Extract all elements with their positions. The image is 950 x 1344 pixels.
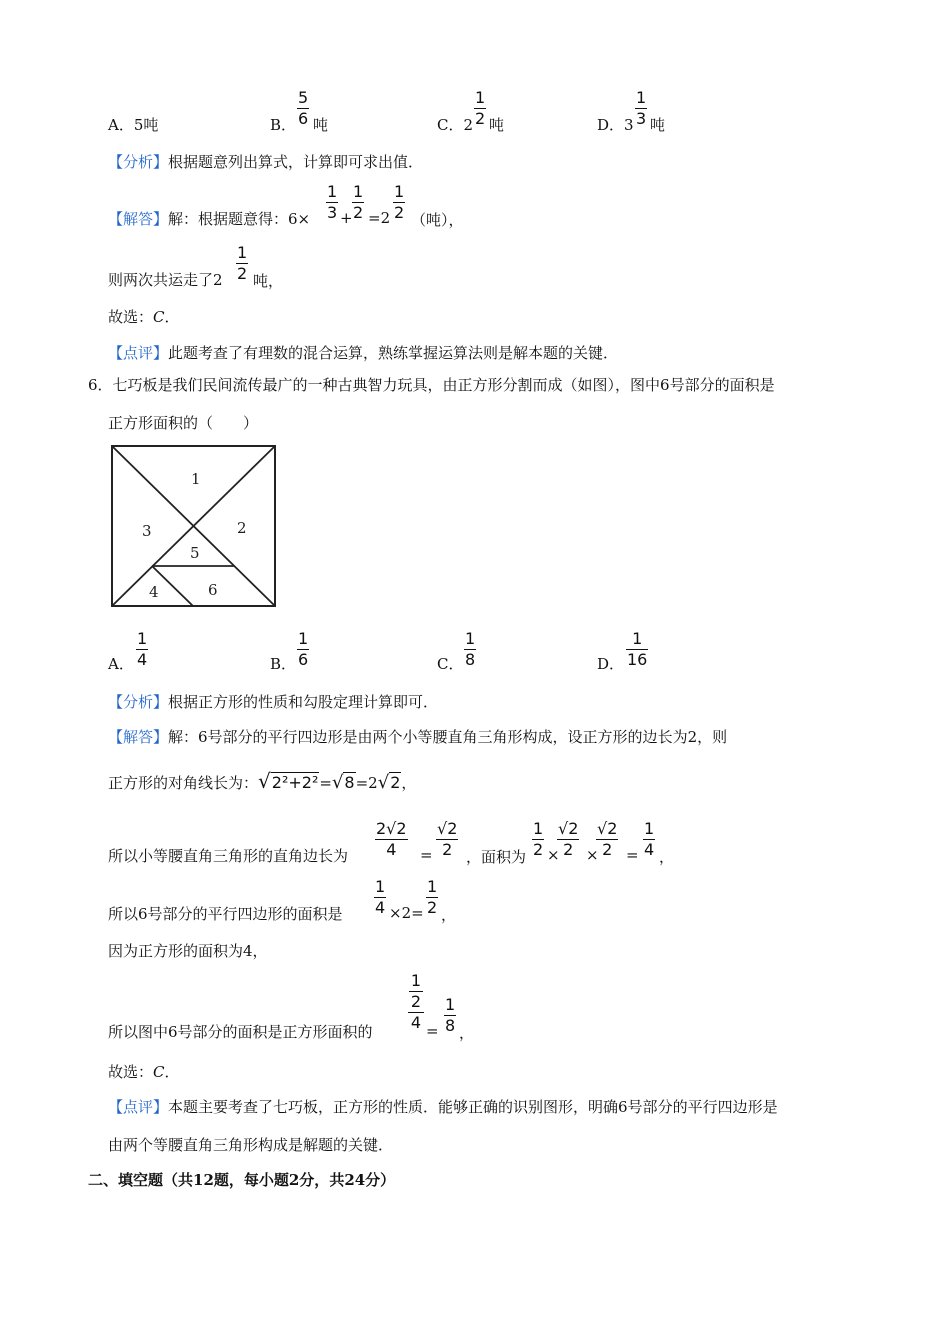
fraction-denominator: 16 xyxy=(627,650,648,669)
q6-area-fraction-3 xyxy=(596,820,618,859)
q5-option-b-fraction xyxy=(297,89,309,128)
choice-end: ． xyxy=(164,1063,180,1081)
fraction-numerator: 1 xyxy=(410,971,422,990)
q5-comment xyxy=(108,343,618,363)
fraction-denominator: 2 xyxy=(442,840,453,859)
fraction-denominator: 2 xyxy=(353,203,364,222)
tangram-label-1: 1 xyxy=(191,470,201,488)
comment-text: 此题考查了有理数的混合运算，熟练掌握运算法则是解本题的关键． xyxy=(168,344,619,362)
fraction-denominator: 6 xyxy=(298,109,309,128)
analysis-text: 根据题意列出算式，计算即可求出值． xyxy=(168,153,424,171)
fraction-numerator: 1 xyxy=(427,877,438,896)
radicand-1: 2²+2² xyxy=(271,773,319,792)
fraction-denominator: 8 xyxy=(445,1016,456,1035)
times-sign: × xyxy=(547,846,560,864)
fraction-numerator: 1 xyxy=(475,88,486,107)
section-heading: 二、填空题（共12题，每小题2分，共24分） xyxy=(88,1171,396,1189)
equals-sign: = xyxy=(426,1022,439,1040)
q5-answer-fraction-3 xyxy=(393,183,405,222)
tangram-figure xyxy=(110,444,278,610)
fraction-numerator: 1 xyxy=(298,629,309,648)
q6-diagonal-line xyxy=(108,771,416,793)
equals-two: =2 xyxy=(355,774,378,792)
para-mid: ×2= xyxy=(389,904,424,922)
choice-letter: C xyxy=(153,1063,165,1081)
q5-option-b xyxy=(270,115,296,135)
sqrt-sign: √ xyxy=(258,769,271,793)
complex-numerator xyxy=(408,972,424,1011)
comment-text: 本题主要考查了七巧板，正方形的性质．能够正确的识别图形，明确6号部分的平行四边形是 xyxy=(168,1098,778,1116)
q6-final-line xyxy=(108,1022,373,1042)
q6-comment-line-1 xyxy=(108,1097,778,1117)
q6-option-d-fraction xyxy=(626,630,648,669)
q5-choice xyxy=(108,307,180,327)
q6-square-area: 因为正方形的面积为4， xyxy=(108,942,268,960)
radicand-2: 8 xyxy=(344,773,355,792)
q5-option-d-unit: 吨 xyxy=(650,116,666,134)
tangram-label-2: 2 xyxy=(237,519,247,537)
diagonal-lead: 正方形的对角线长为： xyxy=(108,774,259,792)
q5-option-d xyxy=(597,115,634,135)
fraction-denominator: 2 xyxy=(237,264,248,283)
fraction-denominator: 4 xyxy=(644,840,655,859)
times-sign: × xyxy=(586,846,599,864)
fraction-denominator: 3 xyxy=(327,203,338,222)
fraction-numerator: 1 xyxy=(636,88,647,107)
sqrt-sign: √ xyxy=(331,772,344,793)
q6-analysis xyxy=(108,692,438,712)
fraction-denominator: 2 xyxy=(410,992,422,1011)
q5-option-a: A．5吨 xyxy=(108,116,159,134)
fraction-numerator: 1 xyxy=(644,819,655,838)
q6-area-fraction-2 xyxy=(557,820,579,859)
fraction-numerator: 1 xyxy=(327,182,338,201)
leg-mid: ，面积为 xyxy=(466,848,527,866)
fraction-numerator: 1 xyxy=(465,629,476,648)
para-lead: 所以6号部分的平行四边形的面积是 xyxy=(108,905,343,923)
choice-label: 故选： xyxy=(108,1063,154,1081)
q6-para-fraction xyxy=(374,878,386,917)
fraction-denominator: 2 xyxy=(602,840,613,859)
q5-answer-fraction-1 xyxy=(326,183,338,222)
q6-choice xyxy=(108,1062,180,1082)
q5-answer-line xyxy=(108,209,310,229)
fraction-denominator: 3 xyxy=(636,109,647,128)
q6-comment-line-2: 由两个等腰直角三角形构成是解题的关键． xyxy=(108,1136,394,1154)
fraction-numerator: 1 xyxy=(237,243,248,262)
fraction-denominator: 6 xyxy=(298,650,309,669)
q6-option-a-fraction xyxy=(136,630,148,669)
total-lead: 则两次共运走了2 xyxy=(108,271,223,289)
q5-option-d-label: D． xyxy=(597,116,625,134)
leg-lead: 所以小等腰直角三角形的直角边长为 xyxy=(108,847,349,865)
q6-stem-line-2: 正方形面积的（ ） xyxy=(108,414,259,432)
analysis-text: 根据正方形的性质和勾股定理计算即可． xyxy=(168,693,439,711)
q5-total-line xyxy=(108,270,223,290)
q5-answer-fraction-2 xyxy=(352,183,364,222)
fraction-numerator: 1 xyxy=(353,182,364,201)
choice-letter: C xyxy=(153,308,165,326)
q6-parallelogram-line xyxy=(108,904,343,924)
q5-option-c-unit: 吨 xyxy=(489,116,505,134)
q6-para-result xyxy=(426,878,438,917)
q6-leg-fraction-1 xyxy=(375,820,408,859)
comment-tag: 【点评】 xyxy=(108,1098,169,1116)
q6-final-result xyxy=(444,996,456,1035)
punct: ， xyxy=(401,774,417,792)
answer-text: 解：6号部分的平行四边形是由两个小等腰直角三角形构成，设正方形的边长为2，则 xyxy=(168,728,728,746)
answer-tag: 【解答】 xyxy=(108,728,169,746)
q5-option-c xyxy=(437,115,473,135)
choice-label: 故选： xyxy=(108,308,154,326)
q6-answer-line-1 xyxy=(108,727,727,747)
q5-analysis xyxy=(108,152,423,172)
fraction-denominator: 4 xyxy=(375,898,386,917)
fraction-denominator: 4 xyxy=(410,1013,422,1032)
fraction-denominator: 2 xyxy=(427,898,438,917)
q6-option-d: D． xyxy=(597,655,625,673)
choice-end: ． xyxy=(164,308,180,326)
punct: ， xyxy=(659,848,675,866)
equals-whole: =2 xyxy=(368,209,391,227)
tangram-label-4: 4 xyxy=(149,583,159,601)
fraction-denominator: 2 xyxy=(533,840,544,859)
punct: ， xyxy=(459,1024,475,1042)
q6-area-fraction-1 xyxy=(532,820,544,859)
q6-leg-fraction-2 xyxy=(436,820,458,859)
equals-sign: = xyxy=(626,846,639,864)
q5-option-c-whole: 2 xyxy=(463,116,474,134)
fraction-numerator: 1 xyxy=(375,877,386,896)
fraction-numerator: 1 xyxy=(445,995,456,1014)
comment-tag: 【点评】 xyxy=(108,344,169,362)
fraction-denominator: 2 xyxy=(475,109,486,128)
q5-total-fraction xyxy=(236,244,248,283)
fraction-numerator: 1 xyxy=(394,182,405,201)
tangram-label-5: 5 xyxy=(190,544,200,562)
q6-option-c: C． xyxy=(437,655,464,673)
tangram-label-6: 6 xyxy=(208,581,218,599)
q5-option-b-unit: 吨 xyxy=(313,116,329,134)
q5-option-d-whole: 3 xyxy=(624,116,634,134)
q6-option-b-fraction xyxy=(297,630,309,669)
q5-option-b-label: B． xyxy=(270,116,297,134)
fraction-numerator: 1 xyxy=(533,819,544,838)
fraction-numerator: √2 xyxy=(437,819,458,838)
answer-tag: 【解答】 xyxy=(108,210,169,228)
q6-stem-line-1: 6．七巧板是我们民间流传最广的一种古典智力玩具，由正方形分割而成（如图），图中6号部分的面积是 xyxy=(88,376,775,394)
fraction-numerator: √2 xyxy=(558,819,579,838)
fraction-denominator: 4 xyxy=(137,650,148,669)
fraction-denominator: 2 xyxy=(394,203,405,222)
q6-option-c-fraction xyxy=(464,630,476,669)
final-lead: 所以图中6号部分的面积是正方形面积的 xyxy=(108,1023,373,1041)
sqrt-sign: √ xyxy=(377,772,390,793)
punct: ， xyxy=(441,906,457,924)
q5-option-d-fraction xyxy=(635,89,647,128)
total-end: 吨， xyxy=(253,272,284,290)
answer-lead: 解：根据题意得：6× xyxy=(168,210,311,228)
analysis-tag: 【分析】 xyxy=(108,153,169,171)
equals-sign: = xyxy=(319,774,332,792)
q5-option-c-fraction xyxy=(474,89,486,128)
fraction-denominator: 2 xyxy=(563,840,574,859)
fraction-numerator: 1 xyxy=(137,629,148,648)
q5-option-c-label: C． xyxy=(437,116,464,134)
fraction-numerator: 5 xyxy=(298,88,309,107)
plus-sign: + xyxy=(340,209,353,227)
fraction-numerator: 2√2 xyxy=(376,819,407,838)
q6-option-a: A． xyxy=(108,655,134,673)
fraction-denominator: 4 xyxy=(386,840,397,859)
equals-sign: = xyxy=(420,846,433,864)
fraction-numerator: 1 xyxy=(632,629,643,648)
analysis-tag: 【分析】 xyxy=(108,693,169,711)
q6-option-b: B． xyxy=(270,655,297,673)
unit-text: （吨）， xyxy=(411,211,464,229)
q6-leg-line xyxy=(108,846,348,866)
tangram-label-3: 3 xyxy=(142,522,152,540)
fraction-numerator: √2 xyxy=(597,819,618,838)
fraction-denominator: 8 xyxy=(465,650,476,669)
q6-complex-fraction xyxy=(408,972,424,1032)
radicand-3: 2 xyxy=(390,773,401,792)
q6-area-result xyxy=(643,820,655,859)
